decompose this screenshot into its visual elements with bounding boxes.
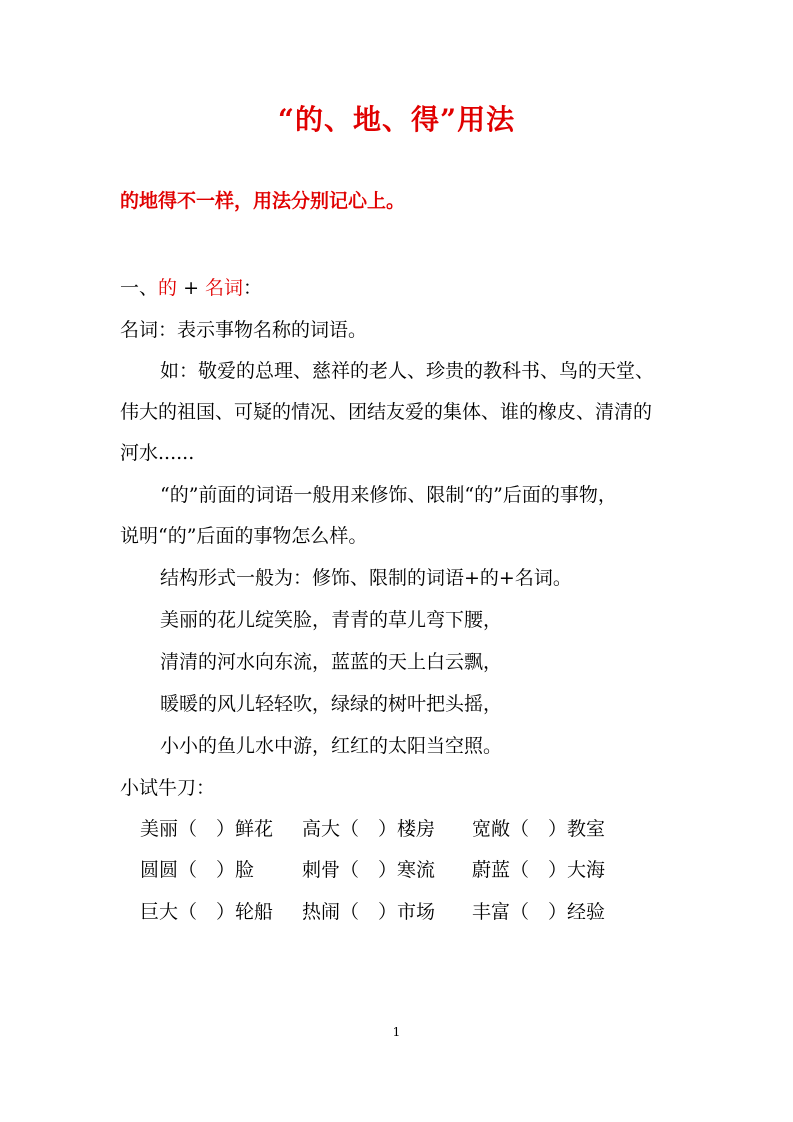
practice-heading: 小试牛刀：: [120, 777, 216, 799]
poem-line: 暖暖的风儿轻轻吹，绿绿的树叶把头摇，: [160, 693, 503, 715]
examples-line-1: 如：敬爱的总理、慈祥的老人、珍贵的教科书、鸟的天堂、: [160, 360, 655, 382]
explanation-line-2: 说明“的”后面的事物怎么样。: [120, 525, 368, 547]
page-title: “的、地、得”用法: [277, 103, 516, 136]
section-word-noun: 名词: [205, 277, 244, 299]
section-heading: [120, 273, 262, 300]
section-number: 一、: [120, 277, 159, 299]
exercise-item: 圆圆（ ）脸: [140, 859, 255, 881]
examples-line-3: 河水......: [120, 442, 195, 464]
section-plus: +: [177, 277, 206, 299]
exercise-item: 刺骨（ ）寒流: [302, 859, 436, 881]
exercise-item: 巨大（ ）轮船: [140, 901, 274, 923]
section-word-de: 的: [158, 277, 178, 299]
section-colon: ：: [243, 277, 263, 299]
poem-line: 小小的鱼儿水中游，红红的太阳当空照。: [160, 735, 503, 757]
exercise-item: 高大（ ）楼房: [302, 818, 436, 840]
exercise-item: 蔚蓝（ ）大海: [472, 859, 606, 881]
exercise-row: [140, 897, 605, 924]
noun-definition: 名词：表示事物名称的词语。: [120, 319, 368, 341]
page-number: 1: [392, 1025, 401, 1039]
subtitle-rhyme: 的地得不一样，用法分别记心上。: [120, 190, 406, 212]
exercise-row: [140, 855, 605, 882]
exercise-item: 宽敞（ ）教室: [472, 818, 606, 840]
exercise-item: 美丽（ ）鲜花: [140, 818, 274, 840]
structure-formula: 结构形式一般为：修饰、限制的词语+的+名词。: [160, 567, 572, 589]
exercise-row: [140, 814, 605, 841]
poem-line: 美丽的花儿绽笑脸，青青的草儿弯下腰，: [160, 609, 503, 631]
exercise-item: 热闹（ ）市场: [302, 901, 436, 923]
examples-line-2: 伟大的祖国、可疑的情况、团结友爱的集体、谁的橡皮、清清的: [120, 401, 653, 423]
exercise-item: 丰富（ ）经验: [472, 901, 606, 923]
poem-line: 清清的河水向东流，蓝蓝的天上白云飘，: [160, 651, 503, 673]
explanation-line-1: “的”前面的词语一般用来修饰、限制“的”后面的事物，: [160, 484, 617, 506]
